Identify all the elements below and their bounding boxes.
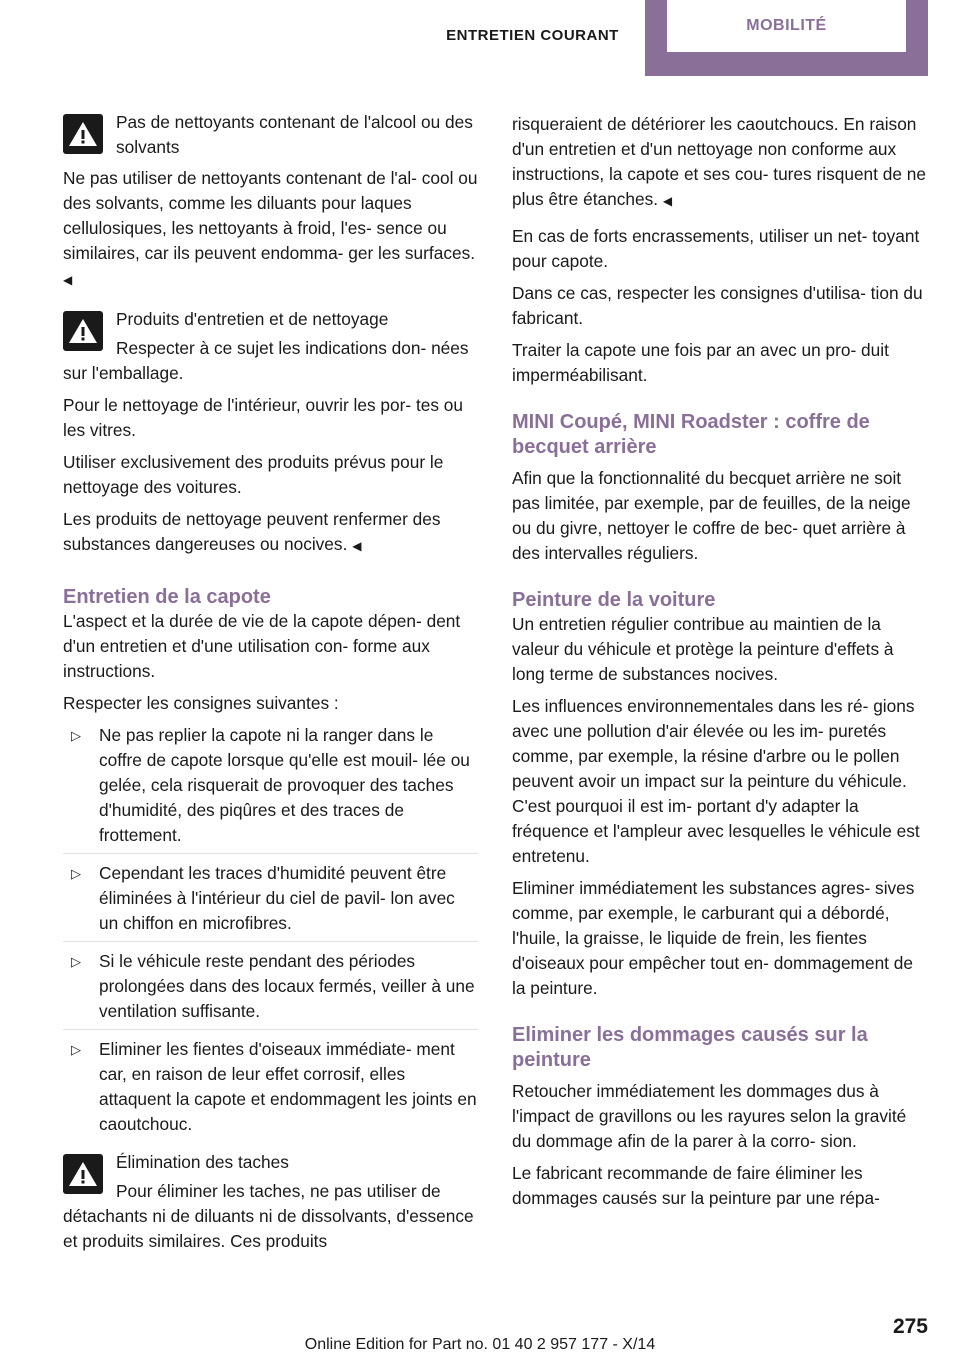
- paragraph: Utiliser exclusivement des produits prévus pour le nettoyage des voitures.: [63, 452, 444, 497]
- paragraph: Pour le nettoyage de l'intérieur, ouvrir les por- tes ou les vitres.: [63, 395, 464, 440]
- warning-title: Élimination des taches: [116, 1152, 289, 1172]
- paragraph: risqueraient de détériorer les caoutchoucs. En raison d'un entretien et d'un nettoyage non conforme aux instructions, la capote et ses cou- tures risquent de ne plus être étanches. ◀: [512, 114, 927, 209]
- warning-stains: [63, 1150, 478, 1175]
- bullet-list: [63, 723, 478, 1142]
- paragraph: Ne pas utiliser de nettoyants contenant de l'al- cool ou des solvants, comme les diluants pour laques cellulosiques, les nettoyants à froid, l'es- sence ou similaires, car ils peuvent endomma- ger les surfaces. ◀: [63, 168, 478, 287]
- paragraph: Les influences environnementales dans les ré- gions avec une pollution d'air élevée ou les im- puretés comme, par exemple, la résine d'arbre ou le pollen peuvent avoir un impact sur la peinture du véhicule. C'est pourquoi il est im- portant d'y adapter la fréquence et l'ampleur avec lesquelles le véhicule est entretenu.: [512, 696, 920, 866]
- paragraph: L'aspect et la durée de vie de la capote dépen- dent d'un entretien et d'une utilisation con- forme aux instructions.: [63, 611, 461, 681]
- paragraph: Respecter à ce sujet les indications don- nées sur l'emballage.: [63, 338, 469, 383]
- left-column: [63, 110, 478, 1261]
- bullet-triangle-icon: ▷: [71, 728, 81, 743]
- warning-triangle-icon: [63, 1154, 103, 1194]
- warning-title: Produits d'entretien et de nettoyage: [116, 309, 389, 329]
- bullet-triangle-icon: ▷: [71, 1042, 81, 1057]
- paragraph: Traiter la capote une fois par an avec un pro- duit imperméabilisant.: [512, 340, 889, 385]
- section-heading-spoiler: MINI Coupé, MINI Roadster : coffre de becquet arrière: [512, 411, 870, 458]
- end-mark-icon: ◀: [662, 194, 673, 208]
- warning-products: [63, 307, 478, 332]
- bullet-triangle-icon: ▷: [71, 954, 81, 969]
- edition-footer: Online Edition for Part no. 01 40 2 957 177 - X/14: [304, 1336, 656, 1353]
- paragraph: Un entretien régulier contribue au maintien de la valeur du véhicule et protège la peinture d'effets à long terme de substances nocives.: [512, 614, 894, 684]
- paragraph: Respecter les consignes suivantes :: [63, 693, 339, 713]
- paragraph: Afin que la fonctionnalité du becquet arrière ne soit pas limitée, par exemple, par de feuilles, de la neige ou du givre, nettoyer le coffre de bec- quet arrière à des intervalles réguliers.: [512, 468, 911, 563]
- warning-title: Pas de nettoyants contenant de l'alcool ou des solvants: [116, 112, 473, 157]
- running-header-section: ENTRETIEN COURANT: [446, 26, 619, 44]
- paragraph: Pour éliminer les taches, ne pas utiliser de détachants ni de diluants ni de dissolvants, d'essence et produits similaires. Ces produits: [63, 1181, 474, 1251]
- page-number: 275: [892, 1315, 928, 1338]
- paragraph: Les produits de nettoyage peuvent renfermer des substances dangereuses ou nocives. ◀: [63, 509, 441, 554]
- list-item: ▷ Cependant les traces d'humidité peuvent être éliminées à l'intérieur du ciel de pavil- lon avec un chiffon en microfibres.: [63, 861, 478, 942]
- section-heading-paint: Peinture de la voiture: [512, 589, 716, 611]
- paragraph: Le fabricant recommande de faire éliminer les dommages causés sur la peinture par une répa-: [512, 1163, 880, 1208]
- paragraph: Dans ce cas, respecter les consignes d'utilisa- tion du fabricant.: [512, 283, 923, 328]
- list-item: ▷ Eliminer les fientes d'oiseaux immédiate- ment car, en raison de leur effet corrosif, elles attaquent la capote et endommagent les joints en caoutchouc.: [71, 1039, 477, 1134]
- section-heading-damage: Eliminer les dommages causés sur la peinture: [512, 1024, 868, 1071]
- warning-triangle-icon: [63, 311, 103, 351]
- end-mark-icon: ◀: [63, 273, 73, 287]
- right-column: [512, 112, 930, 1218]
- end-mark-icon: ◀: [352, 539, 362, 553]
- paragraph: Eliminer immédiatement les substances agres- sives comme, par exemple, le carburant qui a débordé, l'huile, la graisse, le liquide de frein, les fientes d'oiseaux pour empêcher tout en- dommagement de la peinture.: [512, 878, 915, 998]
- section-heading-capote: Entretien de la capote: [63, 586, 271, 608]
- bullet-triangle-icon: ▷: [71, 866, 81, 881]
- list-item: ▷ Si le véhicule reste pendant des périodes prolongées dans des locaux fermés, veiller à une ventilation suffisante.: [63, 949, 478, 1030]
- list-item: ▷ Ne pas replier la capote ni la ranger dans le coffre de capote lorsque qu'elle est mouil- lée ou gelée, cela risquerait de provoquer des taches d'humidité, des piqûres et des traces de frottement.: [63, 723, 478, 854]
- warning-triangle-icon: [63, 114, 103, 154]
- chapter-tab[interactable]: [645, 0, 928, 76]
- paragraph: En cas de forts encrassements, utiliser un net- toyant pour capote.: [512, 226, 920, 271]
- chapter-tab-label: MOBILITÉ: [667, 0, 906, 52]
- warning-alcohol: [63, 110, 478, 160]
- paragraph: Retoucher immédiatement les dommages dus à l'impact de gravillons ou les rayures selon la gravité du dommage afin de la parer à la corro- sion.: [512, 1081, 907, 1151]
